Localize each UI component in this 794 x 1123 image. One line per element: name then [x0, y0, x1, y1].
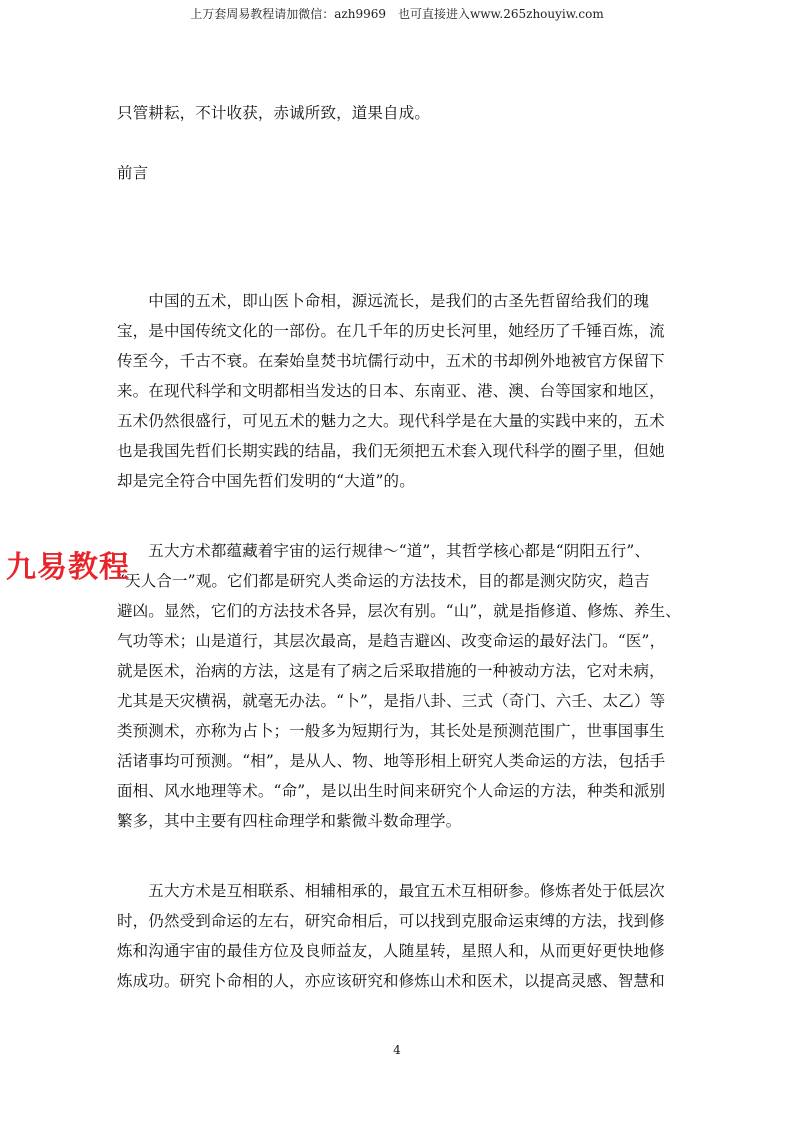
text-line: 五大方术是互相联系、相辅相承的，最宜五术互相研参。修炼者处于低层次 [117, 882, 665, 900]
text-line: 也是我国先哲们长期实践的结晶，我们无须把五术套入现代科学的圈子里，但她 [117, 442, 665, 460]
text-line: 炼和沟通宇宙的最佳方位及良师益友，人随星转，星照人和，从而更好更快地修 [117, 942, 665, 960]
watermark-logo: 九易教程 [6, 550, 130, 585]
page-number: 4 [393, 1043, 401, 1057]
text-line: 繁多，其中主要有四柱命理学和紫微斗数命理学。 [117, 812, 462, 830]
text-line: 就是医术，治病的方法，这是有了病之后采取措施的一种被动方法，它对未病， [117, 662, 665, 680]
text-line: “天人合一”观。它们都是研究人类命运的方法技术，目的都是测灾防灾，趋吉 [117, 572, 650, 590]
text-line: 活诸事均可预测。“相”，是从人、物、地等形相上研究人类命运的方法，包括手 [117, 752, 666, 770]
intro-line: 只管耕耘，不计收获，赤诚所致，道果自成。 [117, 104, 431, 122]
text-line: 五术仍然很盛行，可见五术的魅力之大。现代科学是在大量的实践中来的，五术 [117, 412, 665, 430]
text-line: 中国的五术，即山医卜命相，源远流长，是我们的古圣先哲留给我们的瑰 [117, 292, 650, 310]
text-line: 时，仍然受到命运的左右，研究命相后，可以找到克服命运束缚的方法，找到修 [117, 912, 665, 930]
section-title: 前言 [117, 164, 149, 182]
text-line: 宝，是中国传统文化的一部份。在几千年的历史长河里，她经历了千锤百炼，流 [117, 322, 665, 340]
text-line: 传至今，千古不衰。在秦始皇焚书坑儒行动中，五术的书却例外地被官方保留下 [117, 352, 665, 370]
text-line: 却是完全符合中国先哲们发明的“大道”的。 [117, 472, 415, 490]
text-line: 气功等术；山是道行，其层次最高，是趋吉避凶、改变命运的最好法门。“医”， [117, 632, 666, 650]
text-line: 来。在现代科学和文明都相当发达的日本、东南亚、港、澳、台等国家和地区， [117, 382, 665, 400]
text-line: 面相、风水地理等术。“命”，是以出生时间来研究个人命运的方法，种类和派别 [117, 782, 666, 800]
text-line: 炼成功。研究卜命相的人，亦应该研究和修炼山术和医术，以提高灵感、智慧和 [117, 972, 665, 990]
text-line: 类预测术，亦称为占卜；一般多为短期行为，其长处是预测范围广，世事国事生 [117, 722, 665, 740]
text-line: 避凶。显然，它们的方法技术各异，层次有别。“山”，就是指修道、修炼、养生、 [117, 602, 681, 620]
text-line: 五大方术都蕴藏着宇宙的运行规律～“道”，其哲学核心都是“阴阳五行”、 [117, 542, 651, 560]
text-line: 尤其是天灾横祸，就毫无办法。“卜”，是指八卦、三式（奇门、六壬、太乙）等 [117, 692, 666, 710]
page-header: 上万套周易教程请加微信：azh9969 也可直接进入www.265zhouyiw.com [190, 7, 604, 21]
